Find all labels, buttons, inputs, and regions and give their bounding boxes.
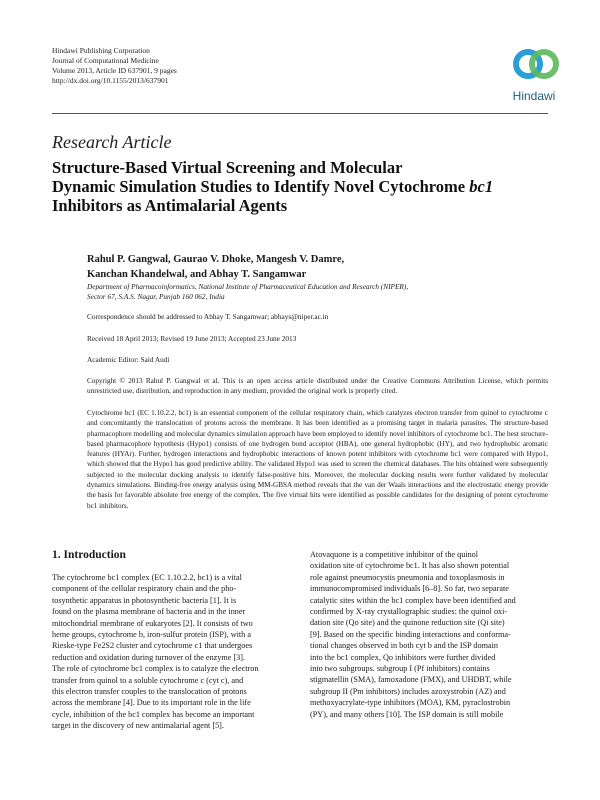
- received-dates: Received 18 April 2013; Revised 19 June 2013; Accepted 23 June 2013: [87, 334, 297, 343]
- body-text-line: heme groups, cytochrome b, iron-sulfur protein (ISP), with a: [52, 630, 251, 640]
- publisher-line: Hindawi Publishing Corporation: [52, 46, 150, 55]
- body-text-line: oxidation site of cytochrome bc1. It has also shown potential: [310, 561, 510, 571]
- body-text-line: found on the plasma membrane of bacteria and in the inner: [52, 607, 246, 617]
- body-text-line: Atovaquone is a competitive inhibitor of the quinol: [310, 550, 479, 559]
- body-text-line: subgroup II (Pm inhibitors) includes azoxystrobin (AZ) and: [310, 686, 506, 696]
- section-heading: 1. Introduction: [52, 549, 126, 561]
- body-text-line: into the bc1 complex, Qo inhibitors were further divided: [310, 652, 496, 662]
- author-line: Rahul P. Gangwal, Gaurao V. Dhoke, Mangesh V. Damre,: [87, 254, 345, 265]
- body-text-line: cycle, inhibition of the bc1 complex has become an important: [52, 709, 255, 719]
- body-text-line: stigmatellin (SMA), famoxadone (FMX), and UHDBT, while: [310, 675, 512, 685]
- body-text-line: dation site (Qo site) and the quinone reduction site (Qi site): [310, 618, 505, 628]
- body-text-line: [9]. Based on the specific binding interactions and conforma-: [310, 629, 511, 639]
- article-title: [52, 158, 552, 215]
- body-text-line: across the membrane [4]. Due to its important role in the life: [52, 698, 251, 708]
- journal-header: [52, 46, 177, 86]
- article-type: Research Article: [52, 132, 172, 152]
- header-rule: [52, 113, 548, 114]
- body-text-line: reduction and oxidation during turnover of the enzyme [3].: [52, 652, 246, 662]
- academic-editor: Academic Editor: Said Audi: [87, 355, 170, 364]
- body-text-line: mitochondrial membrane of eukaryotes [2]. It consists of two: [52, 618, 253, 628]
- title-line: Dynamic Simulation Studies to Identify Novel Cytochrome bc1: [52, 177, 494, 196]
- affiliation-line: Sector 67, S.A.S. Nagar, Punjab 160 062, India: [87, 292, 225, 301]
- body-text-line: target in the discovery of new antimalarial agent [5].: [52, 721, 224, 731]
- title-line: Inhibitors as Antimalarial Agents: [52, 196, 288, 215]
- body-text-line: this electron transfer couples to the translocation of protons: [52, 687, 247, 697]
- author-line: Kanchan Khandelwal, and Abhay T. Sangamwar: [87, 269, 307, 280]
- body-text-line: The cytochrome bc1 complex (EC 1.10.2.2, bc1) is a vital: [52, 573, 242, 582]
- body-text-line: component of the cellular respiratory chain and the pho-: [52, 584, 237, 594]
- journal-name: Journal of Computational Medicine: [52, 56, 159, 65]
- abstract: Cytochrome bc1 (EC 1.10.2.2, bc1) is an essential component of the cellular respiratory chain, which catalyzes electron transfer from quinol to cytochrome c and concomitantly the translocation of protons across the membrane. It has been identified as a promising target in malaria parasites. The structure-based pharmacophore modelling and molecular dynamics simulation approach have been employed to identify novel inhibitors of cytochrome bc1. The best structure-based pharmacophore hypothesis (Hypo1) consists of one hydrogen bond acceptor (HBA), one general hydrophobic (HY), and two hydrophobic aromatic features (HYAr). Further, hydrogen interactions and hydrophobic interactions of known potent inhibitors with cytochrome bc1 were compared with Hypo1, which showed that the Hypo1 has good predictive ability. The validated Hypo1 was used to screen the chemical databases. The hits obtained were subsequently subjected to the molecular docking analysis to identify false-positive hits. Moreover, the molecular docking results were further validated by molecular dynamics simulations. Binding-free energy analysis using MM-GBSA method reveals that the van der Waals interactions and the electrostatic energy provide the basis for favorable absolute free energy of the complex. The five virtual hits were identified as possible candidates for the designing of potent cytochrome bc1 inhibitors.: [87, 409, 548, 510]
- body-text-line: confirmed by X-ray crystallographic studies: the quinol oxi-: [310, 607, 508, 617]
- body-text-line: Rieske-type Fe2S2 cluster and cytochrome c1 that undergoes: [52, 641, 253, 651]
- title-line: Structure-Based Virtual Screening and Molecular: [52, 158, 403, 177]
- affiliation-line: Department of Pharmacoinformatics, National Institute of Pharmaceutical Education and Research (NIPER),: [87, 282, 409, 291]
- body-text-line: (PY), and many others [10]. The ISP domain is still mobile: [310, 709, 504, 719]
- logo-text: Hindawi: [512, 89, 556, 103]
- volume-line: Volume 2013, Article ID 637901, 9 pages: [52, 66, 177, 75]
- body-text-line: tional changes observed in both cyt b and the ISP domain: [310, 641, 498, 651]
- body-text-line: transfer from quinol to a soluble cytochrome c (cyt c), and: [52, 675, 244, 685]
- doi-link[interactable]: http://dx.doi.org/10.1155/2013/637901: [52, 76, 169, 85]
- body-text-line: immunocompromised individuals [6–8]. So far, two separate: [310, 584, 509, 594]
- copyright-notice: Copyright © 2013 Rahul P. Gangwal et al. This is an open access article distributed under the Creative Commons Attribution License, which permits unrestricted use, distribution, and reproduction in any medium, provided the original work is properly cited.: [87, 377, 548, 396]
- body-column-left: [52, 572, 292, 732]
- body-text-line: into two subgroups. subgroup I (Pf inhibitors) contains: [310, 664, 490, 674]
- body-column-right: [310, 549, 550, 720]
- correspondence: Correspondence should be addressed to Abhay T. Sangamwar; abhays@niper.ac.in: [87, 312, 329, 321]
- body-text-line: The role of cytochrome bc1 complex is to catalyze the electron: [52, 664, 259, 674]
- body-text-line: catalytic sites within the bc1 complex have been identified and: [310, 595, 516, 605]
- affiliation: [87, 282, 408, 302]
- body-text-line: role against pneumocystis pneumonia and toxoplasmosis in: [310, 572, 505, 582]
- body-text-line: tosynthetic apparatus in photosynthetic bacteria [1]. It is: [52, 595, 237, 605]
- author-list: [87, 252, 344, 282]
- body-text-line: methoxyacrylate-type inhibitors (MOA), KM, pyraclostrobin: [310, 698, 511, 708]
